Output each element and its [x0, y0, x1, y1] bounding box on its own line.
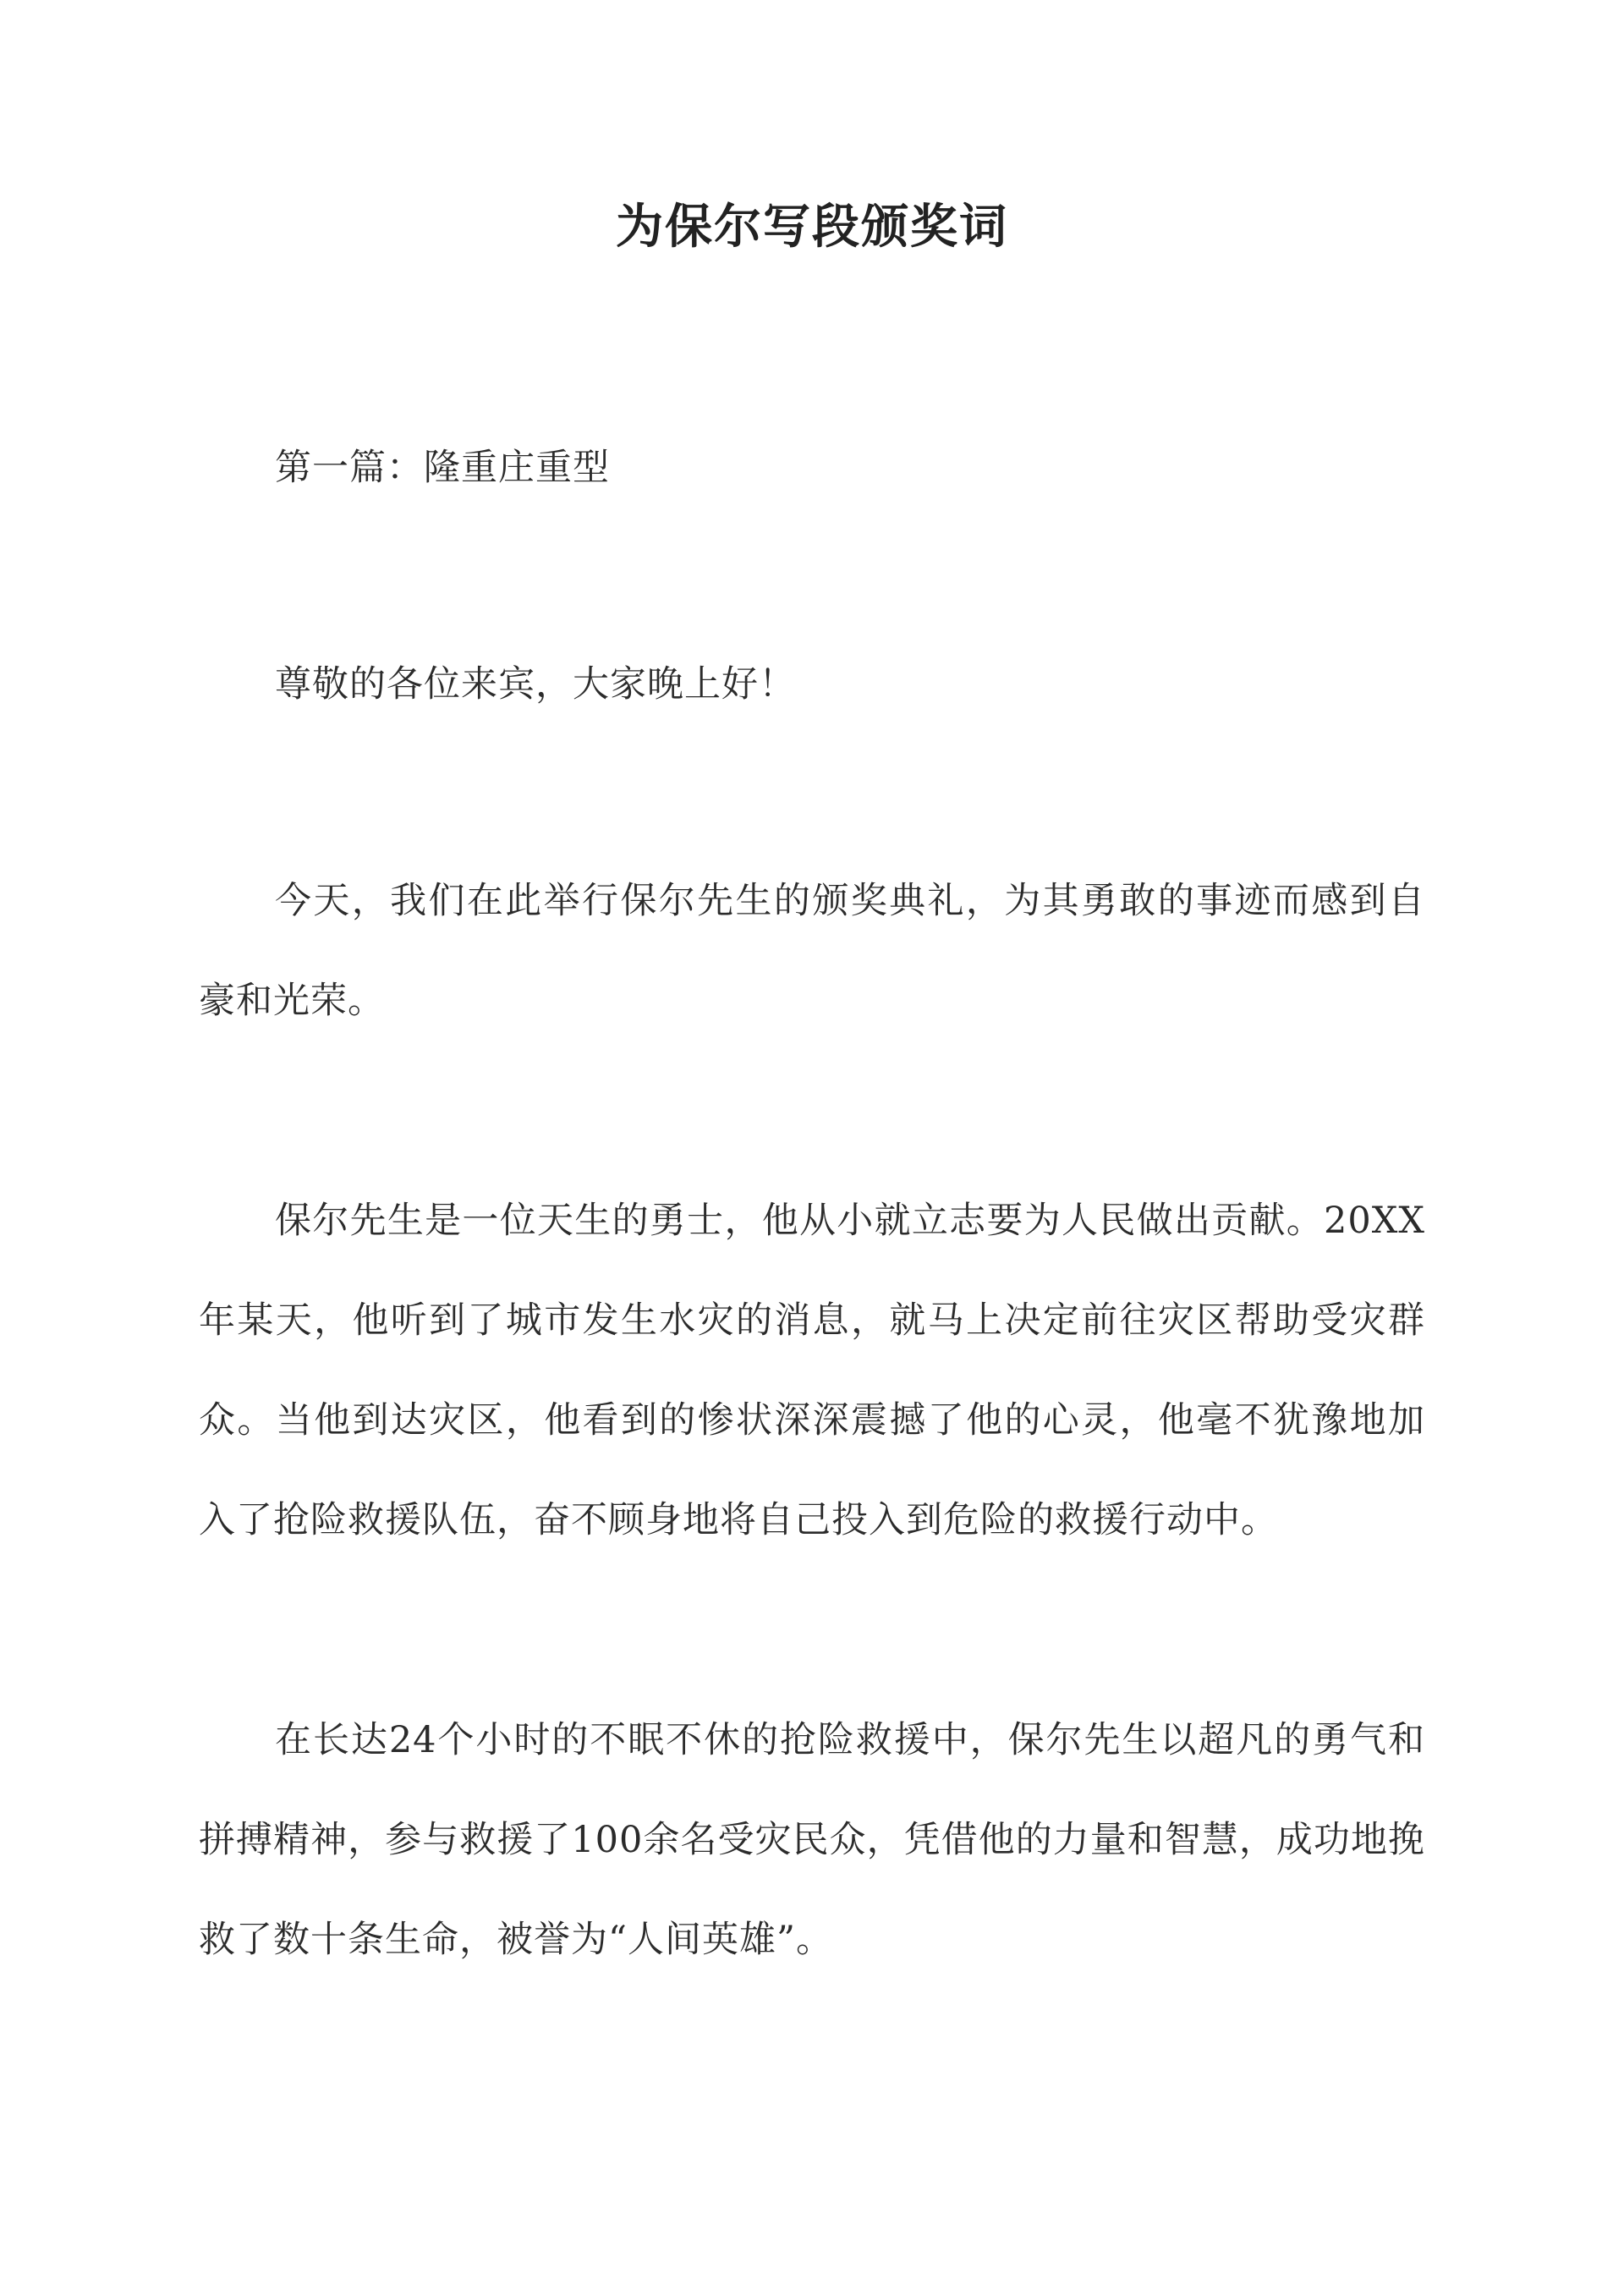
page-title: 为保尔写段颁奖词: [616, 199, 1008, 255]
body-paragraph-1: 今天，我们在此举行保尔先生的颁奖典礼，为其勇敢的事迹而感到自豪和光荣。: [199, 880, 1425, 1022]
section-heading: 第一篇：隆重庄重型: [275, 447, 610, 489]
body-paragraph-3: 在长达24个小时的不眠不休的抢险救援中，保尔先生以超凡的勇气和拼搏精神，参与救援了100余名受灾民众，凭借他的力量和智慧，成功地挽救了数十条生命，被誉为“人间英雄”。: [199, 1719, 1425, 1961]
greeting-paragraph: 尊敬的各位来宾，大家晚上好！: [275, 663, 796, 706]
body-paragraph-2: 保尔先生是一位天生的勇士，他从小就立志要为人民做出贡献。20XX年某天，他听到了城市发生水灾的消息，就马上决定前往灾区帮助受灾群众。当他到达灾区，他看到的惨状深深震撼了他的心灵，他毫不犹豫地加入了抢险救援队伍，奋不顾身地将自己投入到危险的救援行动中。: [199, 1200, 1425, 1541]
